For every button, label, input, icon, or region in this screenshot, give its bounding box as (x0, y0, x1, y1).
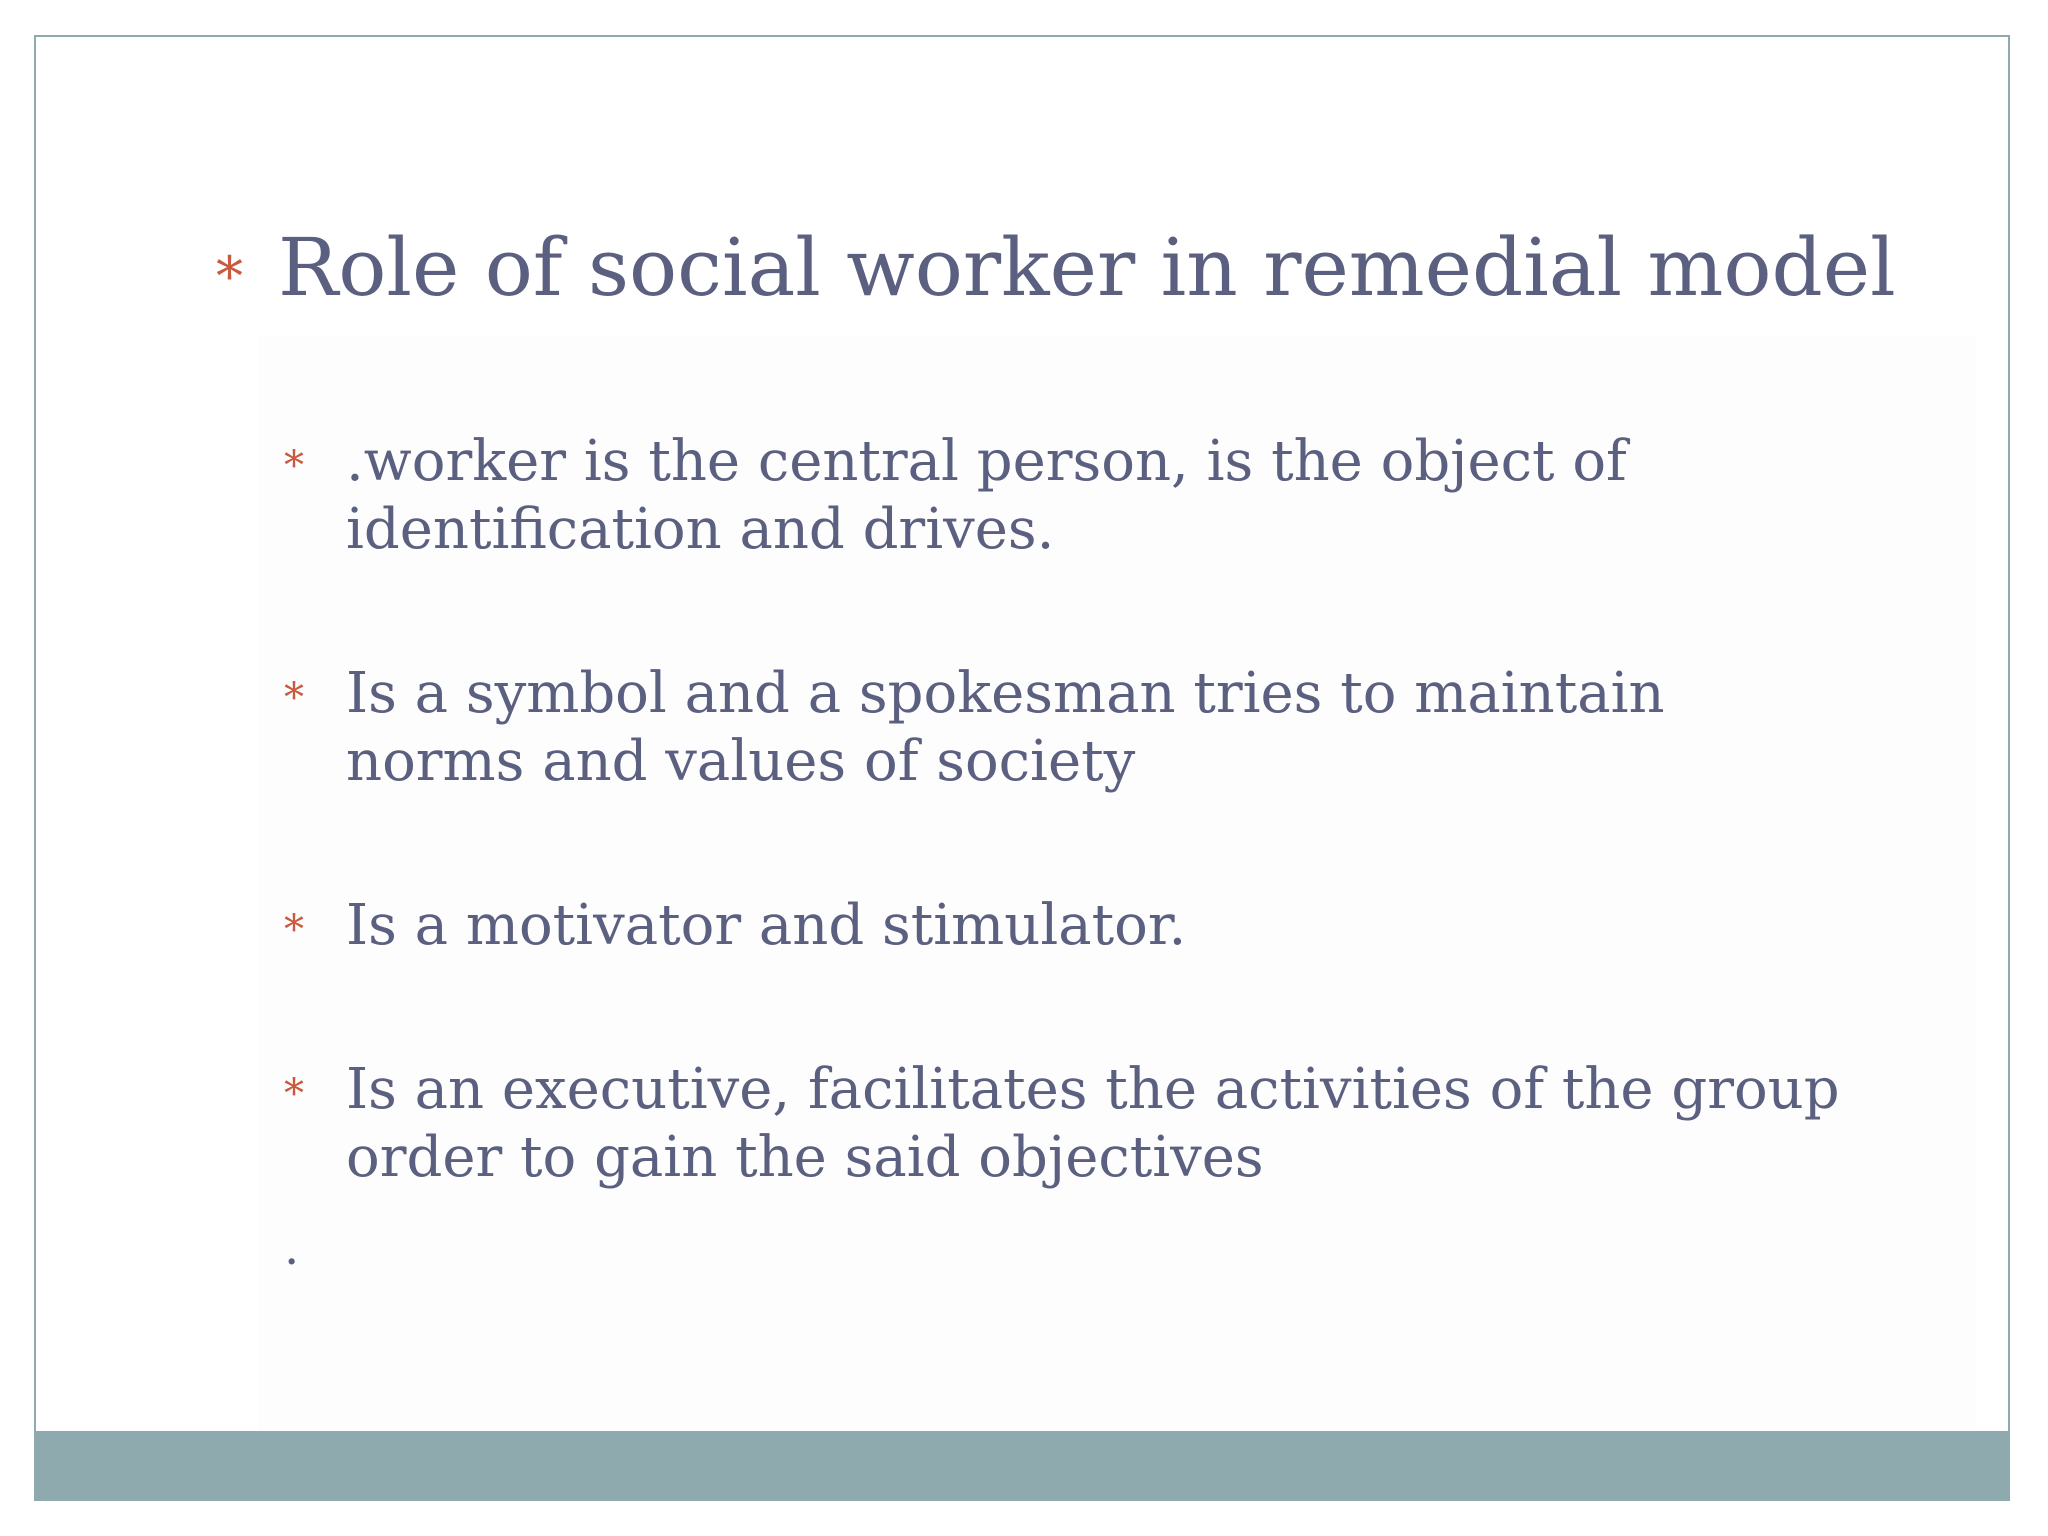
bullet-list (284, 428, 1844, 1288)
bullet-item (284, 892, 1844, 960)
footer-band (34, 1431, 2010, 1501)
bullet-item (284, 1056, 1844, 1192)
asterisk-bullet-icon: * (284, 1071, 304, 1117)
trailing-dot: . (284, 1220, 300, 1276)
title-row (216, 222, 1896, 314)
bullet-item (284, 660, 1844, 796)
bullet-text: Is a motivator and stimulator. (346, 893, 1187, 958)
asterisk-bullet-icon: * (284, 443, 304, 489)
bullet-text: .worker is the central person, is the object of identification and drives. (346, 429, 1627, 562)
asterisk-bullet-icon: * (284, 907, 304, 953)
bullet-text: Is an executive, facilitates the activities of the group order to gain the said objectives (346, 1057, 1840, 1190)
title-bullet-icon: * (216, 245, 243, 308)
slide-title: Role of social worker in remedial model (278, 221, 1896, 314)
asterisk-bullet-icon: * (284, 675, 304, 721)
bullet-item (284, 428, 1844, 564)
bullet-text: Is a symbol and a spokesman tries to maintain norms and values of society (346, 661, 1665, 794)
